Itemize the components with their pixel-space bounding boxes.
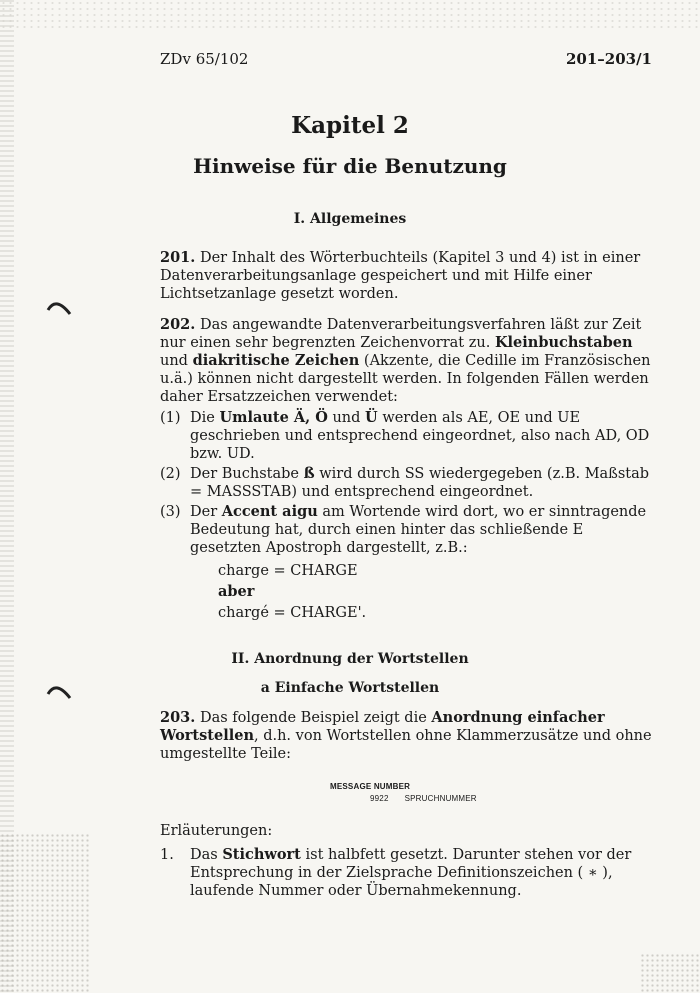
rule-text: werden als AE, OE und UE geschrieben und entsprechend eingeordnet, also nach AD, OD bzw. UD. [190,410,650,462]
section-heading-general: I. Allgemeines [293,211,407,227]
example-line: chargé = CHARGE'. [218,605,367,621]
rule-text: Die [190,410,215,426]
paragraph-text: Der Inhalt des Wörterbuchteils (Kapitel 3 und 4) ist in einer Datenverarbeitungsanlage gespeichert und mit Hilfe einer Lichtsetzanlage gesetzt worden. [160,250,641,302]
sample-entry-line [370,794,477,803]
rule-text: am Wortende wird dort, wo er sinntragende Bedeutung hat, durch einen hinter das schließende E gesetzten Apostroph dargestellt, z.B.: [190,504,647,556]
bold-term: Kleinbuchstaben [494,334,633,351]
explanations-heading: Erläuterungen: [160,823,273,839]
bold-term: Stichwort [222,846,301,863]
explanation-number: 1. [160,847,174,863]
chapter-title: Kapitel 2 [291,112,409,139]
paragraph-text: (Akzente, die Cedille im Französischen u.ä.) können nicht dargestellt werden. In folgenden Fällen werden daher Ersatzzeichen verwendet: [160,353,651,405]
paragraph-text: Das angewandte Datenverarbeitungsverfahren läßt zur Zeit nur einen sehr begrenzten Zeichenvorrat zu. [160,317,642,351]
paragraph-text: , d.h. von Wortstellen ohne Klammerzusätze und ohne umgestellte Teile: [160,728,652,762]
example-connector: aber [218,583,255,600]
paragraph-203 [160,709,656,763]
paragraph-number: 201. [160,249,196,266]
paragraph-202 [160,316,656,406]
paragraph-number: 203. [160,709,196,726]
rule-text: Der Buchstabe [190,466,299,482]
rule-text: wird durch SS wiedergegeben (z.B. Maßstab = MASSSTAB) und entsprechend eingeordnet. [190,466,650,500]
paragraph-text: und [160,353,188,369]
bold-term: Umlaute Ä, Ö [219,409,328,426]
punch-hole-mark-upper [46,298,74,316]
paragraph-number: 202. [160,316,196,333]
sample-headword: MESSAGE NUMBER [330,782,411,791]
bold-term: Accent aigu [221,503,318,520]
chapter-subtitle: Hinweise für die Benutzung [193,154,507,178]
bold-term: Ü [365,409,378,426]
paragraph-201 [160,249,656,303]
page-reference: 201–203/1 [565,50,652,68]
scan-noise-bottom-left [0,833,90,993]
scan-noise-bottom-right [640,953,700,993]
rule-number: (2) [160,466,181,482]
sample-translation: SPRUCHNUMMER [404,794,477,803]
bold-term: diakritische Zeichen [192,352,360,369]
paragraph-text: Das folgende Beispiel zeigt die [199,710,427,726]
rule-number: (1) [160,410,181,426]
section-heading-arrangement: II. Anordnung der Wortstellen [231,651,469,667]
explanation-text: ist halbfett gesetzt. Darunter stehen vor der Entsprechung in der Zielsprache Definitionszeichen ( ∗ ), laufende Nummer oder Übernahmekennung. [190,847,632,899]
rule-text: Der [190,504,218,520]
example-line: charge = CHARGE [218,563,358,579]
bold-term: ß [303,465,315,482]
scan-noise-top [0,0,700,30]
document-id: ZDv 65/102 [160,50,249,68]
rule-text: und [332,410,361,426]
bold-term: Anordnung einfacher Wortstellen [160,709,605,744]
explanation-text: Das [190,847,218,863]
sample-number: 9922 [370,794,389,803]
subsection-heading-simple-entries: a Einfache Wortstellen [260,680,440,696]
rule-number: (3) [160,504,181,520]
